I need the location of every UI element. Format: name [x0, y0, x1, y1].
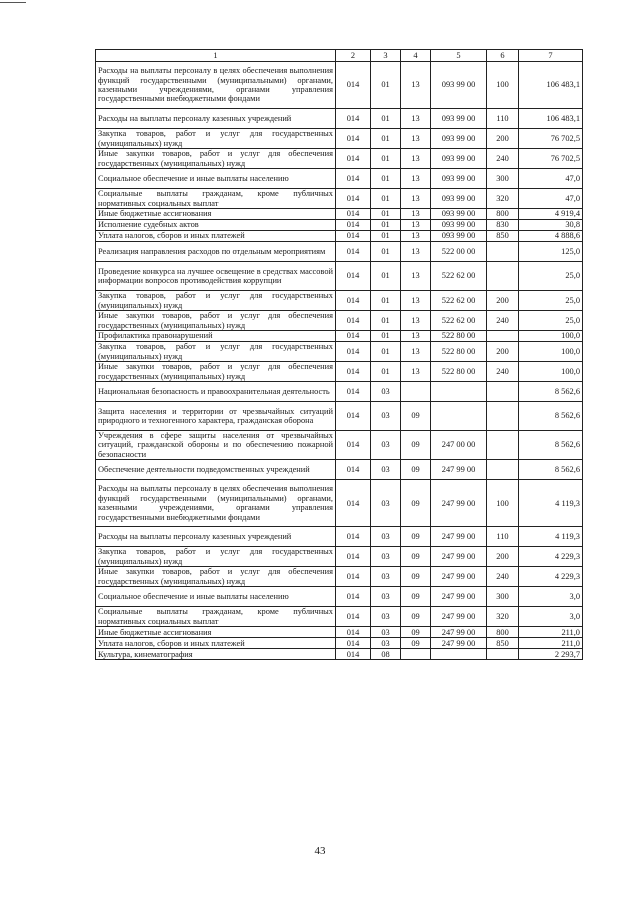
table-row	[96, 649, 583, 660]
row-amount: 47,0	[519, 189, 583, 209]
row-code-subsection: 13	[401, 189, 431, 209]
row-code-expense-type: 240	[487, 362, 519, 382]
header-col-3: 3	[371, 50, 401, 62]
table-row	[96, 627, 583, 638]
row-amount: 100,0	[519, 331, 583, 342]
row-code-expense-type	[487, 460, 519, 480]
row-code-target	[431, 402, 487, 431]
header-col-4: 4	[401, 50, 431, 62]
row-code-expense-type: 850	[487, 231, 519, 242]
row-code-section: 01	[371, 362, 401, 382]
table-row	[96, 209, 583, 220]
row-code-expense-type: 100	[487, 480, 519, 527]
row-code-section: 01	[371, 209, 401, 220]
row-code-target: 093 99 00	[431, 149, 487, 169]
table-row	[96, 129, 583, 149]
row-code-target: 522 62 00	[431, 291, 487, 311]
row-code-target: 247 99 00	[431, 587, 487, 607]
row-amount: 125,0	[519, 242, 583, 262]
row-code-ministry: 014	[336, 129, 371, 149]
row-code-target	[431, 649, 487, 660]
row-code-section: 01	[371, 342, 401, 362]
row-code-subsection: 13	[401, 231, 431, 242]
row-code-subsection: 13	[401, 311, 431, 331]
row-code-section: 01	[371, 169, 401, 189]
row-amount: 8 562,6	[519, 402, 583, 431]
row-code-ministry: 014	[336, 149, 371, 169]
table-row	[96, 460, 583, 480]
row-code-subsection: 09	[401, 607, 431, 627]
row-code-target: 247 99 00	[431, 460, 487, 480]
row-code-subsection: 09	[401, 402, 431, 431]
row-amount: 106 483,1	[519, 62, 583, 109]
table-row	[96, 607, 583, 627]
row-code-target: 522 80 00	[431, 342, 487, 362]
row-amount: 4 229,3	[519, 567, 583, 587]
row-code-subsection: 09	[401, 527, 431, 547]
row-code-expense-type: 200	[487, 547, 519, 567]
row-code-section: 01	[371, 220, 401, 231]
table-row	[96, 291, 583, 311]
row-name: Иные закупки товаров, работ и услуг для обеспечения государственных (муниципальных) нужд	[96, 567, 336, 587]
row-code-subsection: 09	[401, 638, 431, 649]
row-code-section: 01	[371, 231, 401, 242]
row-code-subsection: 13	[401, 331, 431, 342]
row-amount: 100,0	[519, 362, 583, 382]
row-name: Уплата налогов, сборов и иных платежей	[96, 638, 336, 649]
row-code-expense-type: 240	[487, 311, 519, 331]
row-code-section: 03	[371, 567, 401, 587]
row-code-subsection: 13	[401, 62, 431, 109]
row-code-section: 01	[371, 242, 401, 262]
row-code-expense-type: 200	[487, 129, 519, 149]
row-code-ministry: 014	[336, 189, 371, 209]
row-code-ministry: 014	[336, 311, 371, 331]
row-name: Социальные выплаты гражданам, кроме публичных нормативных социальных выплат	[96, 607, 336, 627]
row-code-expense-type: 200	[487, 291, 519, 311]
row-code-target: 093 99 00	[431, 231, 487, 242]
row-name: Социальные выплаты гражданам, кроме публичных нормативных социальных выплат	[96, 189, 336, 209]
row-amount: 211,0	[519, 627, 583, 638]
row-name: Расходы на выплаты персоналу казенных учреждений	[96, 109, 336, 129]
row-code-target: 522 80 00	[431, 331, 487, 342]
row-code-section: 01	[371, 189, 401, 209]
row-name: Исполнение судебных актов	[96, 220, 336, 231]
row-code-expense-type: 320	[487, 189, 519, 209]
row-name: Защита населения и территории от чрезвычайных ситуаций природного и техногенного характера, гражданская оборона	[96, 402, 336, 431]
row-code-ministry: 014	[336, 402, 371, 431]
row-code-subsection: 09	[401, 431, 431, 460]
row-code-expense-type: 320	[487, 607, 519, 627]
row-code-subsection: 13	[401, 262, 431, 291]
row-code-subsection: 13	[401, 242, 431, 262]
row-code-ministry: 014	[336, 169, 371, 189]
row-amount: 4 229,3	[519, 547, 583, 567]
row-name: Профилактика правонарушений	[96, 331, 336, 342]
row-code-ministry: 014	[336, 291, 371, 311]
table-row	[96, 262, 583, 291]
row-code-target: 093 99 00	[431, 169, 487, 189]
row-code-section: 03	[371, 460, 401, 480]
table-row	[96, 638, 583, 649]
row-code-section: 08	[371, 649, 401, 660]
row-code-expense-type	[487, 242, 519, 262]
table-row	[96, 331, 583, 342]
row-code-section: 01	[371, 62, 401, 109]
row-code-subsection: 13	[401, 291, 431, 311]
row-code-target: 093 99 00	[431, 62, 487, 109]
row-code-expense-type: 850	[487, 638, 519, 649]
row-code-ministry: 014	[336, 527, 371, 547]
row-code-target: 522 00 00	[431, 242, 487, 262]
row-name: Культура, кинематография	[96, 649, 336, 660]
row-code-subsection	[401, 382, 431, 402]
row-code-target: 247 99 00	[431, 607, 487, 627]
header-col-7: 7	[519, 50, 583, 62]
table-row	[96, 189, 583, 209]
row-code-expense-type	[487, 649, 519, 660]
row-code-ministry: 014	[336, 627, 371, 638]
table-row	[96, 242, 583, 262]
row-code-target: 093 99 00	[431, 109, 487, 129]
row-amount: 25,0	[519, 311, 583, 331]
row-code-expense-type: 110	[487, 109, 519, 129]
table-row	[96, 62, 583, 109]
table-row	[96, 220, 583, 231]
page-number: 43	[314, 845, 326, 857]
row-amount: 8 562,6	[519, 382, 583, 402]
row-code-expense-type: 200	[487, 342, 519, 362]
row-code-target: 247 99 00	[431, 638, 487, 649]
row-code-target: 247 99 00	[431, 527, 487, 547]
row-amount: 76 702,5	[519, 129, 583, 149]
table-row	[96, 402, 583, 431]
row-code-section: 01	[371, 109, 401, 129]
row-name: Национальная безопасность и правоохранительная деятельность	[96, 382, 336, 402]
row-code-section: 03	[371, 587, 401, 607]
row-code-expense-type: 300	[487, 169, 519, 189]
row-code-ministry: 014	[336, 209, 371, 220]
row-code-ministry: 014	[336, 362, 371, 382]
table-row	[96, 169, 583, 189]
row-code-expense-type	[487, 382, 519, 402]
row-code-ministry: 014	[336, 62, 371, 109]
row-code-subsection: 09	[401, 480, 431, 527]
row-name: Иные бюджетные ассигнования	[96, 209, 336, 220]
row-code-expense-type: 800	[487, 627, 519, 638]
table-row	[96, 342, 583, 362]
row-code-target: 247 99 00	[431, 547, 487, 567]
row-code-section: 03	[371, 402, 401, 431]
table-row	[96, 480, 583, 527]
row-amount: 4 119,3	[519, 527, 583, 547]
row-amount: 25,0	[519, 262, 583, 291]
row-name: Обеспечение деятельности подведомственных учреждений	[96, 460, 336, 480]
row-amount: 100,0	[519, 342, 583, 362]
row-code-ministry: 014	[336, 342, 371, 362]
row-code-target: 093 99 00	[431, 209, 487, 220]
row-code-target: 522 80 00	[431, 362, 487, 382]
table-row	[96, 109, 583, 129]
row-amount: 106 483,1	[519, 109, 583, 129]
row-code-ministry: 014	[336, 382, 371, 402]
row-code-subsection: 13	[401, 129, 431, 149]
row-code-ministry: 014	[336, 220, 371, 231]
table-row	[96, 431, 583, 460]
table-row	[96, 547, 583, 567]
row-code-subsection: 13	[401, 149, 431, 169]
row-code-ministry: 014	[336, 331, 371, 342]
row-code-section: 01	[371, 129, 401, 149]
row-code-expense-type: 240	[487, 567, 519, 587]
row-name: Закупка товаров, работ и услуг для государственных (муниципальных) нужд	[96, 342, 336, 362]
row-amount: 4 119,3	[519, 480, 583, 527]
row-name: Уплата налогов, сборов и иных платежей	[96, 231, 336, 242]
row-code-subsection: 13	[401, 362, 431, 382]
row-name: Реализация направления расходов по отдельным мероприятиям	[96, 242, 336, 262]
row-name: Иные закупки товаров, работ и услуг для обеспечения государственных (муниципальных) нужд	[96, 362, 336, 382]
row-code-section: 01	[371, 311, 401, 331]
row-code-ministry: 014	[336, 431, 371, 460]
table-row	[96, 382, 583, 402]
row-code-subsection: 13	[401, 342, 431, 362]
row-amount: 25,0	[519, 291, 583, 311]
row-code-expense-type	[487, 262, 519, 291]
budget-table	[95, 49, 583, 660]
row-name: Закупка товаров, работ и услуг для государственных (муниципальных) нужд	[96, 129, 336, 149]
row-code-section: 03	[371, 382, 401, 402]
table-row	[96, 231, 583, 242]
table-row	[96, 587, 583, 607]
row-name: Социальное обеспечение и иные выплаты населению	[96, 169, 336, 189]
row-code-section: 01	[371, 331, 401, 342]
row-code-section: 03	[371, 431, 401, 460]
row-code-ministry: 014	[336, 460, 371, 480]
row-name: Проведение конкурса на лучшее освещение в средствах массовой информации вопросов противодействия коррупции	[96, 262, 336, 291]
row-code-subsection: 09	[401, 567, 431, 587]
row-code-expense-type: 800	[487, 209, 519, 220]
table-row	[96, 362, 583, 382]
row-code-subsection: 13	[401, 109, 431, 129]
row-code-ministry: 014	[336, 231, 371, 242]
row-code-target: 522 62 00	[431, 262, 487, 291]
row-code-target: 093 99 00	[431, 129, 487, 149]
row-amount: 4 888,6	[519, 231, 583, 242]
row-code-target: 247 99 00	[431, 480, 487, 527]
row-code-section: 03	[371, 627, 401, 638]
row-amount: 30,8	[519, 220, 583, 231]
corner-mark	[0, 2, 26, 3]
row-name: Расходы на выплаты персоналу казенных учреждений	[96, 527, 336, 547]
row-name: Закупка товаров, работ и услуг для государственных (муниципальных) нужд	[96, 291, 336, 311]
row-code-expense-type	[487, 331, 519, 342]
row-code-section: 01	[371, 291, 401, 311]
row-code-section: 03	[371, 638, 401, 649]
row-amount: 211,0	[519, 638, 583, 649]
row-code-section: 03	[371, 480, 401, 527]
row-code-subsection	[401, 649, 431, 660]
row-code-section: 03	[371, 607, 401, 627]
header-col-2: 2	[336, 50, 371, 62]
row-amount: 8 562,6	[519, 460, 583, 480]
table-row	[96, 567, 583, 587]
row-code-subsection: 09	[401, 460, 431, 480]
row-code-ministry: 014	[336, 649, 371, 660]
row-code-expense-type: 110	[487, 527, 519, 547]
row-amount: 3,0	[519, 607, 583, 627]
header-col-1: 1	[96, 50, 336, 62]
row-code-ministry: 014	[336, 480, 371, 527]
row-code-section: 03	[371, 527, 401, 547]
row-code-subsection: 13	[401, 169, 431, 189]
row-amount: 3,0	[519, 587, 583, 607]
row-name: Учреждения в сфере защиты населения от чрезвычайных ситуаций, гражданской обороны и по обеспечению пожарной безопасности	[96, 431, 336, 460]
table-row	[96, 527, 583, 547]
row-name: Иные закупки товаров, работ и услуг для обеспечения государственных (муниципальных) нужд	[96, 311, 336, 331]
row-name: Социальное обеспечение и иные выплаты населению	[96, 587, 336, 607]
row-amount: 2 293,7	[519, 649, 583, 660]
row-code-ministry: 014	[336, 262, 371, 291]
row-code-target	[431, 382, 487, 402]
row-code-target: 522 62 00	[431, 311, 487, 331]
row-code-ministry: 014	[336, 607, 371, 627]
row-name: Расходы на выплаты персоналу в целях обеспечения выполнения функций государственными (муниципальными) органами, казенными учреждениями, органами управления государственными внебюджетными фондами	[96, 480, 336, 527]
row-code-ministry: 014	[336, 242, 371, 262]
row-amount: 47,0	[519, 169, 583, 189]
row-code-ministry: 014	[336, 109, 371, 129]
row-amount: 76 702,5	[519, 149, 583, 169]
row-code-ministry: 014	[336, 547, 371, 567]
row-code-subsection: 13	[401, 209, 431, 220]
header-col-5: 5	[431, 50, 487, 62]
row-code-subsection: 09	[401, 587, 431, 607]
row-name: Закупка товаров, работ и услуг для государственных (муниципальных) нужд	[96, 547, 336, 567]
row-code-subsection: 09	[401, 627, 431, 638]
row-code-expense-type: 100	[487, 62, 519, 109]
row-code-target: 093 99 00	[431, 189, 487, 209]
row-code-expense-type: 830	[487, 220, 519, 231]
row-code-expense-type: 240	[487, 149, 519, 169]
table-row	[96, 149, 583, 169]
table-header-row	[96, 50, 583, 62]
row-code-target: 247 00 00	[431, 431, 487, 460]
row-name: Иные закупки товаров, работ и услуг для обеспечения государственных (муниципальных) нужд	[96, 149, 336, 169]
row-code-expense-type: 300	[487, 587, 519, 607]
row-code-ministry: 014	[336, 587, 371, 607]
row-code-expense-type	[487, 402, 519, 431]
row-code-section: 03	[371, 547, 401, 567]
row-code-subsection: 13	[401, 220, 431, 231]
header-col-6: 6	[487, 50, 519, 62]
row-name: Иные бюджетные ассигнования	[96, 627, 336, 638]
row-amount: 8 562,6	[519, 431, 583, 460]
row-code-ministry: 014	[336, 638, 371, 649]
row-code-target: 247 99 00	[431, 567, 487, 587]
row-amount: 4 919,4	[519, 209, 583, 220]
row-code-section: 01	[371, 262, 401, 291]
row-code-section: 01	[371, 149, 401, 169]
row-name: Расходы на выплаты персоналу в целях обеспечения выполнения функций государственными (муниципальными) органами, казенными учреждениями, органами управления государственными внебюджетными фондами	[96, 62, 336, 109]
table-row	[96, 311, 583, 331]
row-code-expense-type	[487, 431, 519, 460]
row-code-target: 247 99 00	[431, 627, 487, 638]
row-code-target: 093 99 00	[431, 220, 487, 231]
row-code-subsection: 09	[401, 547, 431, 567]
row-code-ministry: 014	[336, 567, 371, 587]
